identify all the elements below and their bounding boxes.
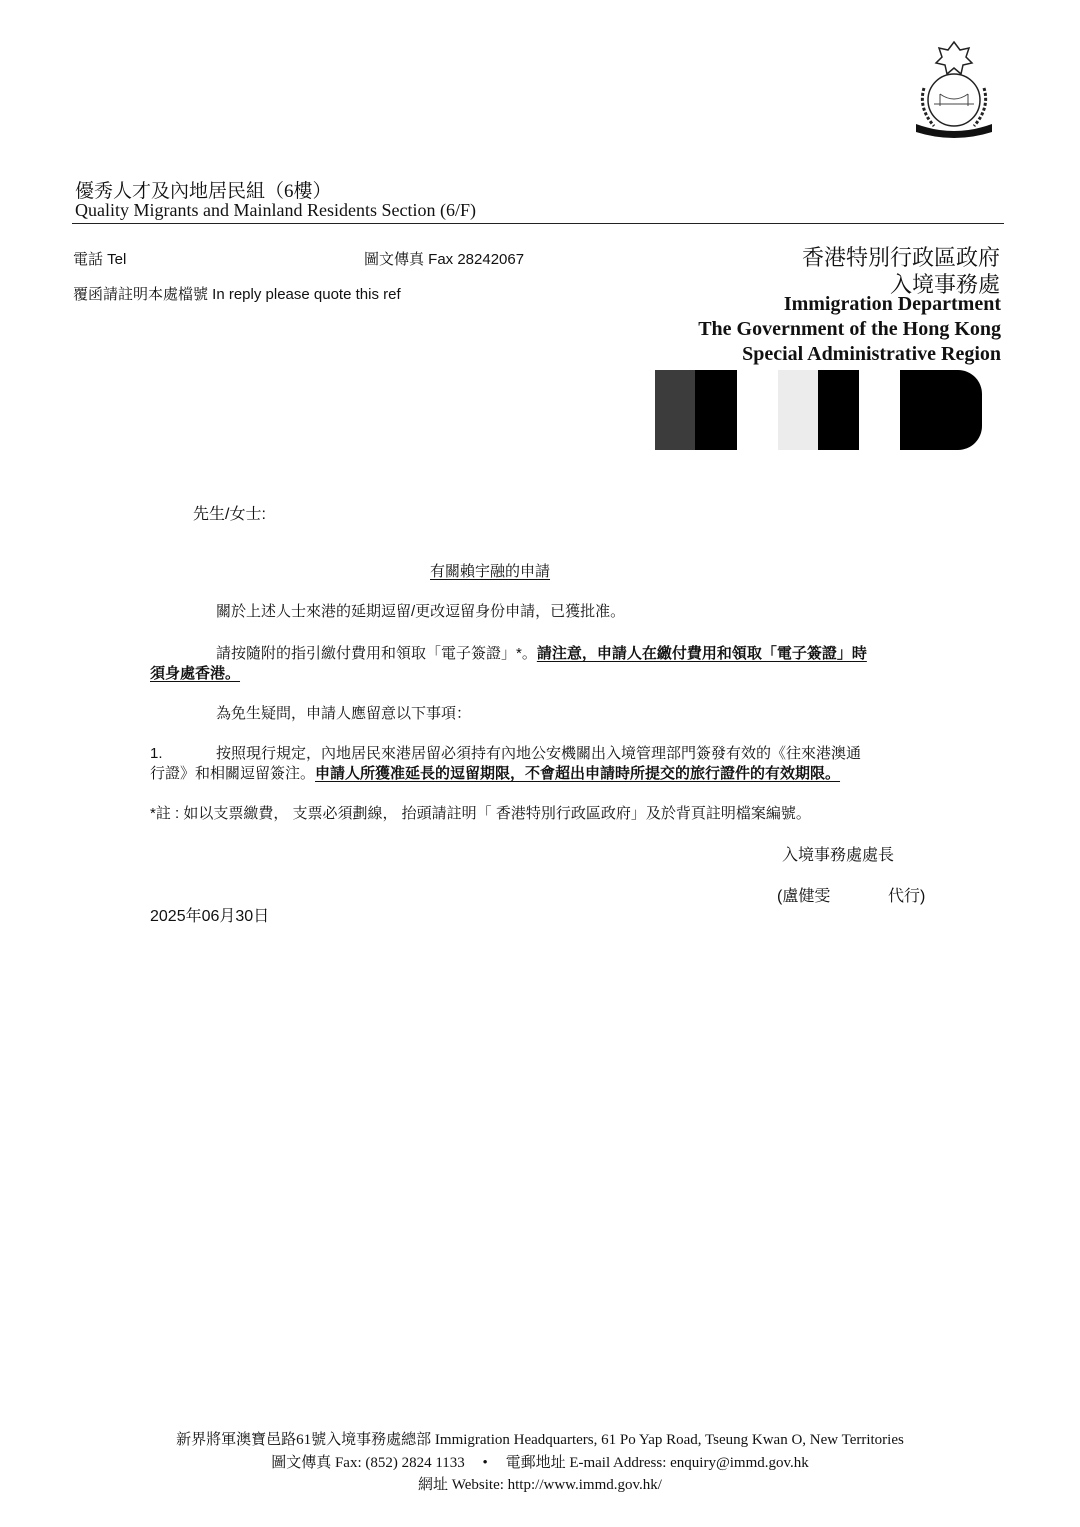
list-item-bold: 申請人所獲准延長的逗留期限，不會超出申請時所提交的旅行證件的有效期限。 [315, 765, 841, 782]
signatory-title: 入境事務處處長 [782, 847, 895, 864]
immigration-department-emblem [908, 38, 1000, 140]
cheque-note: *註 : 如以支票繳費， 支票必須劃線， 抬頭請註明「 香港特別行政區政府」及於背頁註明檔案編號。 [150, 805, 811, 822]
footer-contact [0, 1451, 1080, 1472]
footer-address: 新界將軍澳寶邑路61號入境事務處總部 Immigration Headquarters, 61 Po Yap Road, Tseung Kwan O, New Territories [176, 1432, 904, 1448]
section-name-zh: 優秀人才及內地居民組（6樓） [75, 181, 332, 202]
footer-email[interactable]: 電郵地址 E-mail Address: enquiry@immd.gov.hk [505, 1455, 809, 1471]
list-item-number: 1. [150, 745, 163, 762]
org-name-zh-2: 入境事務處 [889, 272, 1000, 297]
list-item-1 [150, 744, 861, 784]
payment-notice-bold: 請注意，申請人在繳付費用和領取「電子簽證」時 [536, 645, 867, 662]
notes-intro-text: 為免生疑問，申請人應留意以下事項： [216, 705, 472, 722]
list-item-text-cont: 行證》和相關逗留簽注。 [150, 765, 316, 782]
paragraph-notes-intro [150, 704, 471, 724]
signatory-name: (盧健雯 [777, 888, 831, 905]
footer-separator: • [482, 1455, 488, 1471]
org-name-en-1: Immigration Department [783, 293, 1001, 315]
tel-label: 電話 Tel [73, 251, 127, 268]
footer-website[interactable]: 網址 Website: http://www.immd.gov.hk/ [418, 1477, 662, 1493]
paragraph-payment [150, 644, 940, 684]
signatory-for: 代行) [888, 888, 926, 905]
list-item-text: 按照現行規定，內地居民來港居留必須持有內地公安機關出入境管理部門簽發有效的《往來港澳通 [216, 745, 862, 762]
org-name-en-2: The Government of the Hong Kong [698, 318, 1001, 340]
section-name-en: Quality Migrants and Mainland Residents Section (6/F) [75, 200, 476, 220]
reference-label: 覆函請註明本處檔號 In reply please quote this ref [73, 286, 401, 303]
fax-label: 圖文傳真 Fax 28242067 [364, 251, 525, 268]
salutation: 先生/女士: [193, 506, 266, 523]
footer-fax: 圖文傳真 Fax: (852) 2824 1133 [271, 1455, 465, 1471]
header-divider [72, 223, 1004, 224]
payment-notice-bold-cont: 須身處香港。 [150, 665, 241, 682]
paragraph-approval-text: 關於上述人士來港的延期逗留/更改逗留身份申請，已獲批准。 [216, 603, 626, 620]
paragraph-approval [150, 602, 625, 622]
redacted-barcode [655, 370, 982, 450]
org-name-en-3: Special Administrative Region [742, 343, 1001, 365]
letter-subject: 有關賴宇融的申請 [430, 563, 551, 580]
org-name-zh-1: 香港特別行政區政府 [801, 245, 1000, 270]
payment-instruction: 請按隨附的指引繳付費用和領取「電子簽證」*。 [216, 645, 537, 662]
letter-date: 2025年06月30日 [150, 908, 270, 925]
